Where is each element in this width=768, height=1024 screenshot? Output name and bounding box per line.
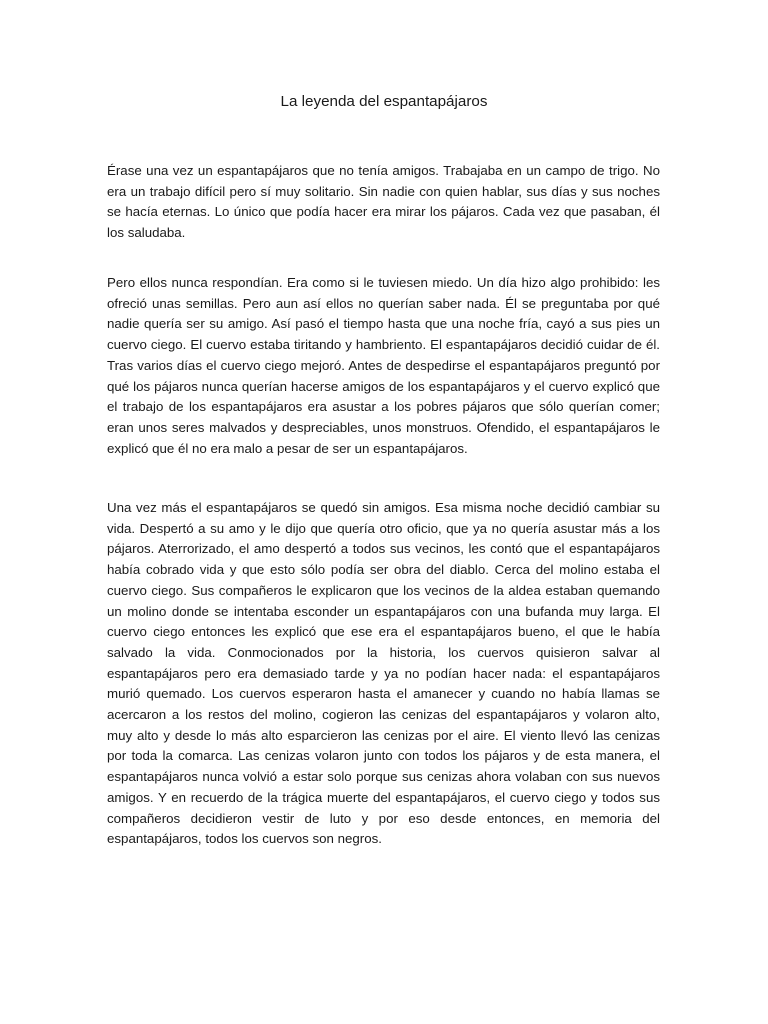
- document-title: La leyenda del espantapájaros: [280, 93, 488, 110]
- paragraph-2: Pero ellos nunca respondían. Era como si le tuviesen miedo. Un día hizo algo prohibido: les ofreció unas semillas. Pero aun así ellos no querían saber nada. Él se preguntaba por qué nadie quería ser su amigo. Así pasó el tiempo hasta que una noche fría, cayó a sus pies un cuervo ciego. El cuervo estaba tiritando y hambriento. El espantapájaros decidió cuidar de él. Tras varios días el cuervo ciego mejoró. Antes de despedirse el espantapájaros preguntó por qué los pájaros nunca querían hacerse amigos de los espantapájaros y el cuervo explicó que el trabajo de los espantapájaros era asustar a los pobres pájaros que sólo querían comer; eran unos seres malvados y despreciables, unos monstruos. Ofendido, el espantapájaros le explicó que él no era malo a pesar de ser un espantapájaros.: [107, 275, 660, 456]
- paragraph-3: Una vez más el espantapájaros se quedó sin amigos. Esa misma noche decidió cambiar su vida. Despertó a su amo y le dijo que quería otro oficio, que ya no quería asustar más a los pájaros. Aterrorizado, el amo despertó a todos sus vecinos, les contó que el espantapájaros había cobrado vida y que esto sólo podía ser obra del diablo. Cerca del molino estaba el cuervo ciego. Sus compañeros le explicaron que los vecinos de la aldea estaban quemando un molino donde se intentaba esconder un espantapájaros con una bufanda muy larga. El cuervo ciego entonces les explicó que ese era el espantapájaros bueno, el que le había salvado la vida. Conmocionados por la historia, los cuervos quisieron salvar al espantapájaros pero era demasiado tarde y ya no podían hacer nada: el espantapájaros murió quemado. Los cuervos esperaron hasta el amanecer y cuando no había llamas se acercaron a los restos del molino, cogieron las cenizas del espantapájaros y volaron alto, muy alto y desde lo más alto esparcieron las cenizas por el aire. El viento llevó las cenizas por toda la comarca. Las cenizas volaron junto con todos los pájaros y de esta manera, el espantapájaros nunca volvió a estar solo porque sus cenizas ahora volaban con sus nuevos amigos. Y en recuerdo de la trágica muerte del espantapájaros, el cuervo ciego y todos sus compañeros decidieron vestir de luto y por eso desde entonces, en memoria del espantapájaros, todos los cuervos son negros.: [107, 500, 660, 847]
- paragraph-1: Érase una vez un espantapájaros que no tenía amigos. Trabajaba en un campo de trigo. No era un trabajo difícil pero sí muy solitario. Sin nadie con quien hablar, sus días y sus noches se hacía eternas. Lo único que podía hacer era mirar los pájaros. Cada vez que pasaban, él los saludaba.: [107, 163, 660, 241]
